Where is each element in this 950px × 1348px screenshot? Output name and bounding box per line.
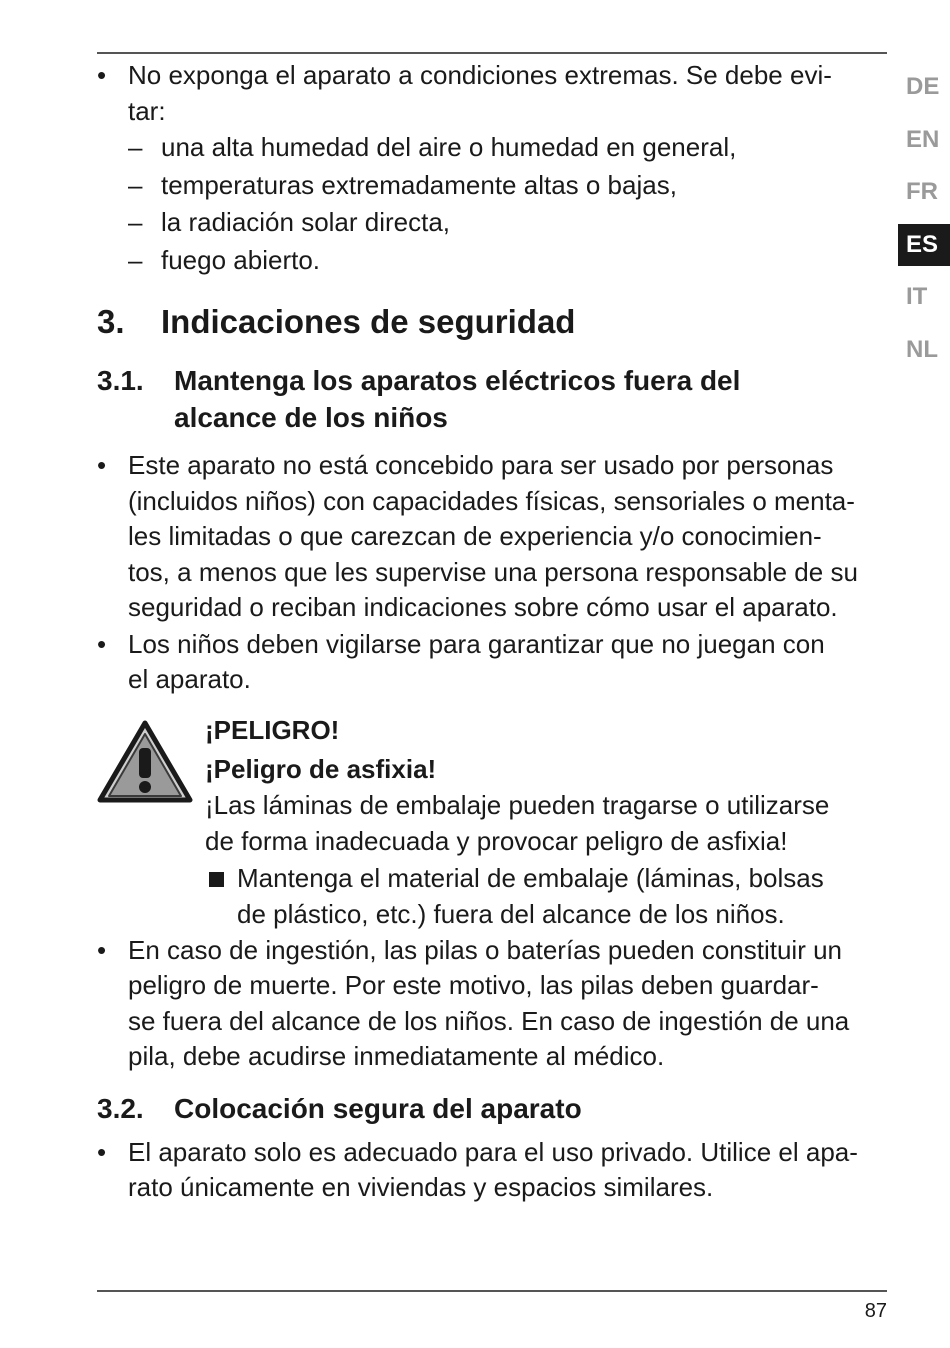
language-tab-es[interactable]: ES bbox=[898, 224, 950, 266]
section-3-2-heading bbox=[97, 1090, 887, 1127]
dash-item: – una alta humedad del aire o humedad en general, bbox=[128, 132, 737, 162]
intro-bullet bbox=[97, 58, 887, 129]
danger-text-line-1: ¡Las láminas de embalaje pueden tragarse o utilizarse bbox=[205, 789, 830, 820]
language-tab-en[interactable]: EN bbox=[906, 125, 940, 153]
intro-bullet-line-2: tar: bbox=[128, 95, 166, 126]
bottom-rule bbox=[97, 1290, 887, 1292]
intro-bullet-line-1: No exponga el aparato a condiciones extremas. Se debe evi- bbox=[128, 60, 832, 90]
section-3-1-title-line-2: alcance de los niños bbox=[174, 402, 448, 433]
page-content bbox=[97, 58, 887, 1206]
dash-item: – temperaturas extremadamente altas o bajas, bbox=[128, 169, 677, 200]
dash-item: – la radiación solar directa, bbox=[128, 207, 451, 237]
children-bullet-2: • Los niños deben vigilarse para garantizar que no juegan con el aparato. bbox=[97, 628, 825, 694]
warning-triangle-icon bbox=[97, 720, 193, 804]
section-3-1-title-line-1: Mantenga los aparatos eléctricos fuera del bbox=[174, 365, 741, 396]
section-3-1-number: 3.1. bbox=[97, 365, 144, 396]
danger-label: ¡PELIGRO! bbox=[205, 714, 340, 745]
danger-text-line-2: de forma inadecuada y provocar peligro de asfixia! bbox=[205, 825, 788, 856]
danger-action-item: Mantenga el material de embalaje (láminas, bolsas de plástico, etc.) fuera del alcance de los niños. bbox=[205, 860, 887, 932]
section-3-1-heading bbox=[97, 362, 887, 436]
section-3-title: Indicaciones de seguridad bbox=[161, 303, 576, 340]
dash-item: – fuego abierto. bbox=[128, 244, 321, 275]
batteries-bullet: • En caso de ingestión, las pilas o baterías pueden constituir un peligro de muerte. Por este motivo, las pilas deben guardar- se fuera del alcance de los niños. En caso de ingestión de una pila, debe acudirse inmediatamente al médico. bbox=[97, 934, 850, 1071]
language-tab-fr[interactable]: FR bbox=[906, 178, 938, 205]
language-tab-it[interactable]: IT bbox=[906, 283, 928, 310]
language-tabs bbox=[898, 66, 950, 381]
section-3-heading bbox=[97, 302, 887, 342]
square-bullet-icon bbox=[209, 872, 224, 887]
danger-warning-box bbox=[97, 712, 887, 932]
section-3-2-title: Colocación segura del aparato bbox=[174, 1092, 582, 1124]
language-tab-nl[interactable]: NL bbox=[906, 335, 938, 363]
children-bullet-1: • Este aparato no está concebido para ser usado por personas (incluidos niños) con capacidades físicas, sensoriales o menta- les limitadas o que carezcan de experiencia y/o conocimien- tos, a menos que les supervise una persona responsable de su seguridad o reciban indicaciones sobre cómo usar el aparato. bbox=[97, 450, 858, 622]
page-number: 87 bbox=[864, 1300, 887, 1322]
section-3-number: 3. bbox=[97, 303, 125, 340]
placement-bullet: • El aparato solo es adecuado para el uso privado. Utilice el apa- rato únicamente en viviendas y espacios similares. bbox=[97, 1136, 858, 1202]
danger-subtitle: ¡Peligro de asfixia! bbox=[205, 753, 437, 784]
bullet-dot: • bbox=[97, 60, 107, 90]
top-rule bbox=[97, 52, 887, 54]
language-tab-de[interactable]: DE bbox=[906, 73, 940, 100]
section-3-2-number: 3.2. bbox=[97, 1092, 144, 1124]
